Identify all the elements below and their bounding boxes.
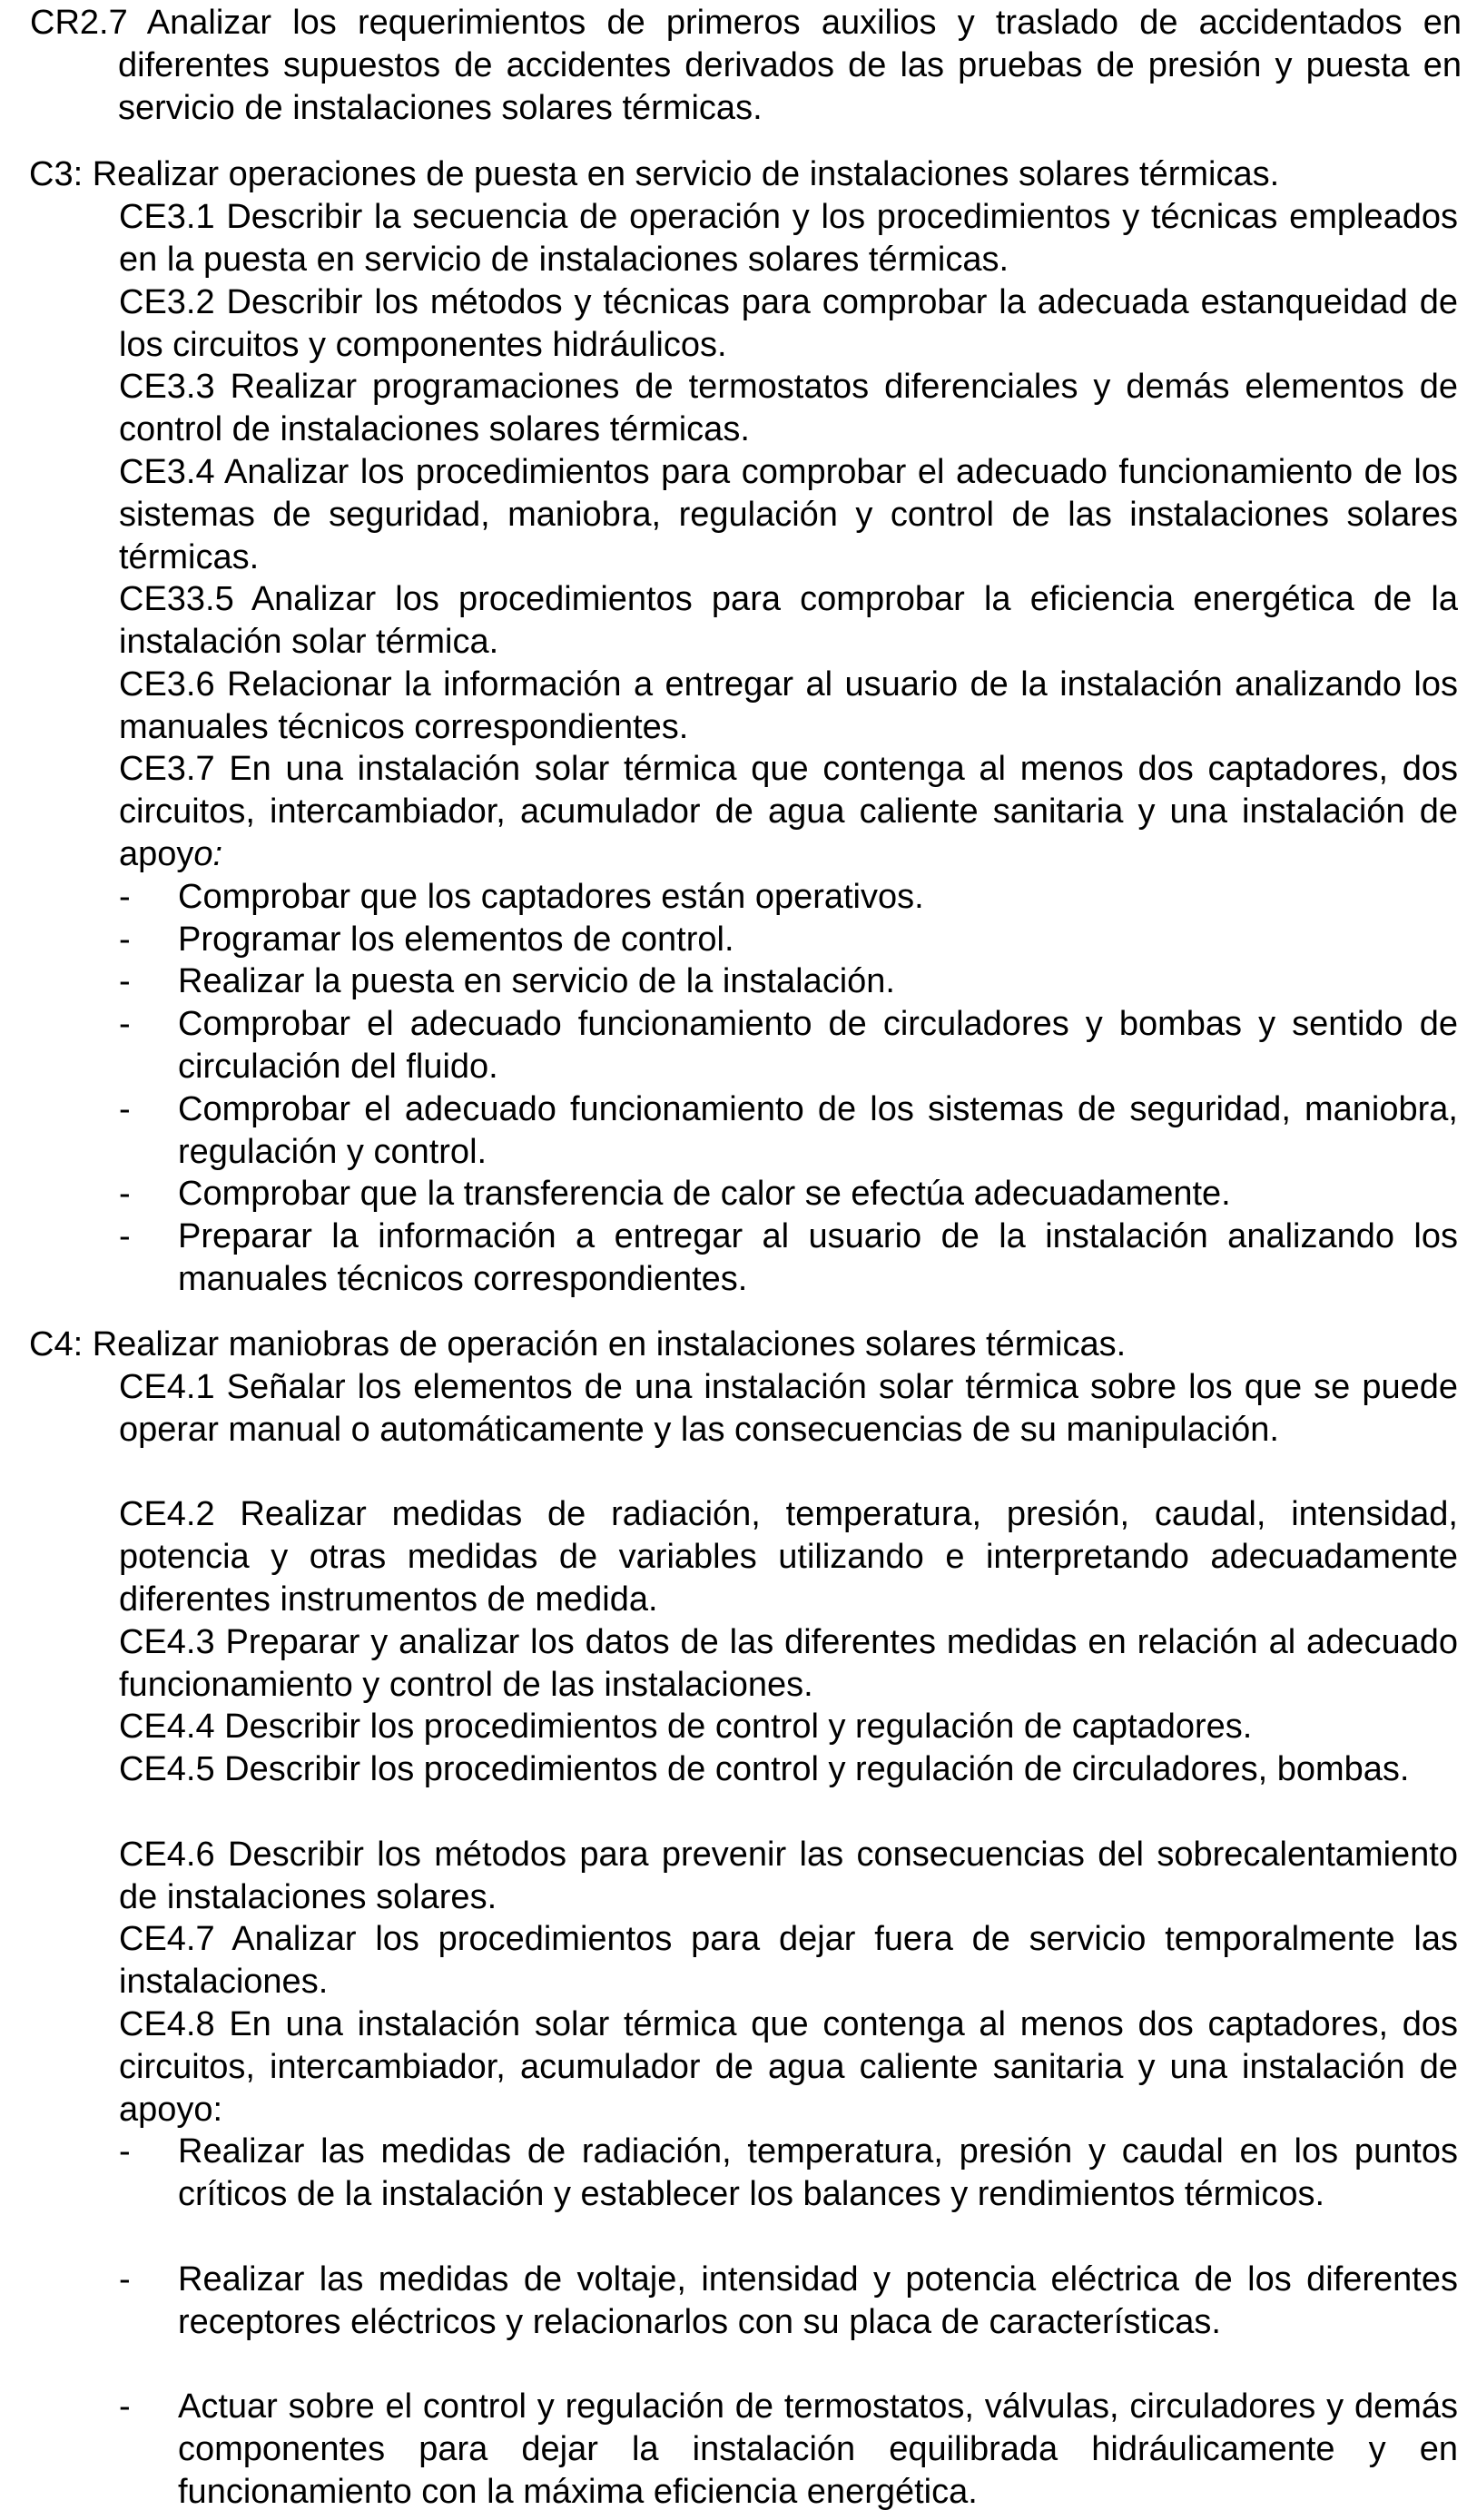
list-item-text: Preparar la información a entregar al usuario de la instalación analizando los manuales técnicos correspondientes. xyxy=(178,1217,1458,1298)
bullet-dash: - xyxy=(119,2260,131,2299)
bullet-dash: - xyxy=(119,1090,131,1128)
capacity-c3-title: C3: Realizar operaciones de puesta en servicio de instalaciones solares térmicas. xyxy=(29,155,1280,193)
bullet-dash: - xyxy=(119,1005,131,1043)
list-item-text: Actuar sobre el control y regulación de termostatos, válvulas, circuladores y demás componentes para dejar la instalación equilibrada hidráulicamente y en funcionamiento con la máxima eficiencia energética. xyxy=(178,2387,1458,2511)
criterion-cr2-7: CR2.7 Analizar los requerimientos de primeros auxilios y traslado de accidentados en diferentes supuestos de accidentes derivados de las pruebas de presión y puesta en servicio de instalaciones solares térmicas. xyxy=(30,4,1462,127)
list-item xyxy=(119,1216,1458,1301)
criterion-ce4-7: CE4.7 Analizar los procedimientos para dejar fuera de servicio temporalmente las instalaciones. xyxy=(119,1920,1458,2001)
list-item xyxy=(119,919,1458,961)
criterion-ce3-6: CE3.6 Relacionar la información a entregar al usuario de la instalación analizando los manuales técnicos correspondientes. xyxy=(119,665,1458,746)
list-item-text: Programar los elementos de control. xyxy=(178,920,734,959)
list-item-text: Realizar la puesta en servicio de la instalación. xyxy=(178,962,895,1000)
criterion-ce3-5: CE33.5 Analizar los procedimientos para comprobar la eficiencia energética de la instalación solar térmica. xyxy=(119,580,1458,661)
list-item xyxy=(119,1173,1458,1216)
list-item xyxy=(119,2131,1458,2216)
list-item xyxy=(119,2386,1458,2514)
bullet-dash: - xyxy=(119,2132,131,2171)
capacity-c4-title: C4: Realizar maniobras de operación en instalaciones solares térmicas. xyxy=(29,1325,1127,1363)
bullet-dash: - xyxy=(119,878,131,916)
list-item xyxy=(119,960,1458,1003)
criterion-ce3-4: CE3.4 Analizar los procedimientos para comprobar el adecuado funcionamiento de los sistemas de seguridad, maniobra, regulación y control de las instalaciones solares térmicas. xyxy=(119,453,1458,576)
criterion-ce4-5: CE4.5 Describir los procedimientos de control y regulación de circuladores, bombas. xyxy=(119,1750,1410,1788)
list-item-text: Comprobar que la transferencia de calor se efectúa adecuadamente. xyxy=(178,1175,1231,1213)
list-item-text: Realizar las medidas de voltaje, intensidad y potencia eléctrica de los diferentes receptores eléctricos y relacionarlos con su placa de características. xyxy=(178,2260,1458,2341)
criterion-ce4-1: CE4.1 Señalar los elementos de una instalación solar térmica sobre los que se puede operar manual o automáticamente y las consecuencias de su manipulación. xyxy=(119,1368,1458,1449)
list-item-text: Comprobar que los captadores están operativos. xyxy=(178,878,924,916)
criterion-ce4-4: CE4.4 Describir los procedimientos de control y regulación de captadores. xyxy=(119,1708,1253,1746)
list-item xyxy=(119,2259,1458,2344)
bullet-dash: - xyxy=(119,1217,131,1255)
criterion-ce3-1: CE3.1 Describir la secuencia de operación y los procedimientos y técnicas empleados en la puesta en servicio de instalaciones solares térmicas. xyxy=(119,198,1458,279)
bullet-dash: - xyxy=(119,920,131,959)
criterion-ce3-7-text: CE3.7 En una instalación solar térmica que contenga al menos dos captadores, dos circuitos, intercambiador, acumulador de agua caliente sanitaria y una instalación de apoy xyxy=(119,750,1458,873)
list-item-text: Comprobar el adecuado funcionamiento de los sistemas de seguridad, maniobra, regulación y control. xyxy=(178,1090,1458,1171)
criterion-ce4-8: CE4.8 En una instalación solar térmica que contenga al menos dos captadores, dos circuitos, intercambiador, acumulador de agua caliente sanitaria y una instalación de apoyo: xyxy=(119,2005,1458,2129)
list-item xyxy=(119,876,1458,919)
criterion-ce3-2: CE3.2 Describir los métodos y técnicas para comprobar la adecuada estanqueidad de los circuitos y componentes hidráulicos. xyxy=(119,283,1458,364)
list-item-text: Realizar las medidas de radiación, temperatura, presión y caudal en los puntos críticos de la instalación y establecer los balances y rendimientos térmicos. xyxy=(178,2132,1458,2213)
criterion-ce3-7-ending: o: xyxy=(193,835,223,873)
bullet-dash: - xyxy=(119,962,131,1000)
criterion-ce3-3: CE3.3 Realizar programaciones de termostatos diferenciales y demás elementos de control de instalaciones solares térmicas. xyxy=(119,368,1458,448)
criterion-ce4-2: CE4.2 Realizar medidas de radiación, temperatura, presión, caudal, intensidad, potencia y otras medidas de variables utilizando e interpretando adecuadamente diferentes instrumentos de medida. xyxy=(119,1495,1458,1619)
list-item-text: Comprobar el adecuado funcionamiento de circuladores y bombas y sentido de circulación del fluido. xyxy=(178,1005,1458,1086)
criterion-ce4-3: CE4.3 Preparar y analizar los datos de las diferentes medidas en relación al adecuado funcionamiento y control de las instalaciones. xyxy=(119,1623,1458,1704)
criterion-ce3-7 xyxy=(119,748,1458,876)
list-item xyxy=(119,1088,1458,1174)
list-item xyxy=(119,1003,1458,1088)
bullet-dash: - xyxy=(119,1175,131,1213)
criterion-ce4-6: CE4.6 Describir los métodos para prevenir las consecuencias del sobrecalentamiento de instalaciones solares. xyxy=(119,1836,1458,1916)
bullet-dash: - xyxy=(119,2387,131,2426)
